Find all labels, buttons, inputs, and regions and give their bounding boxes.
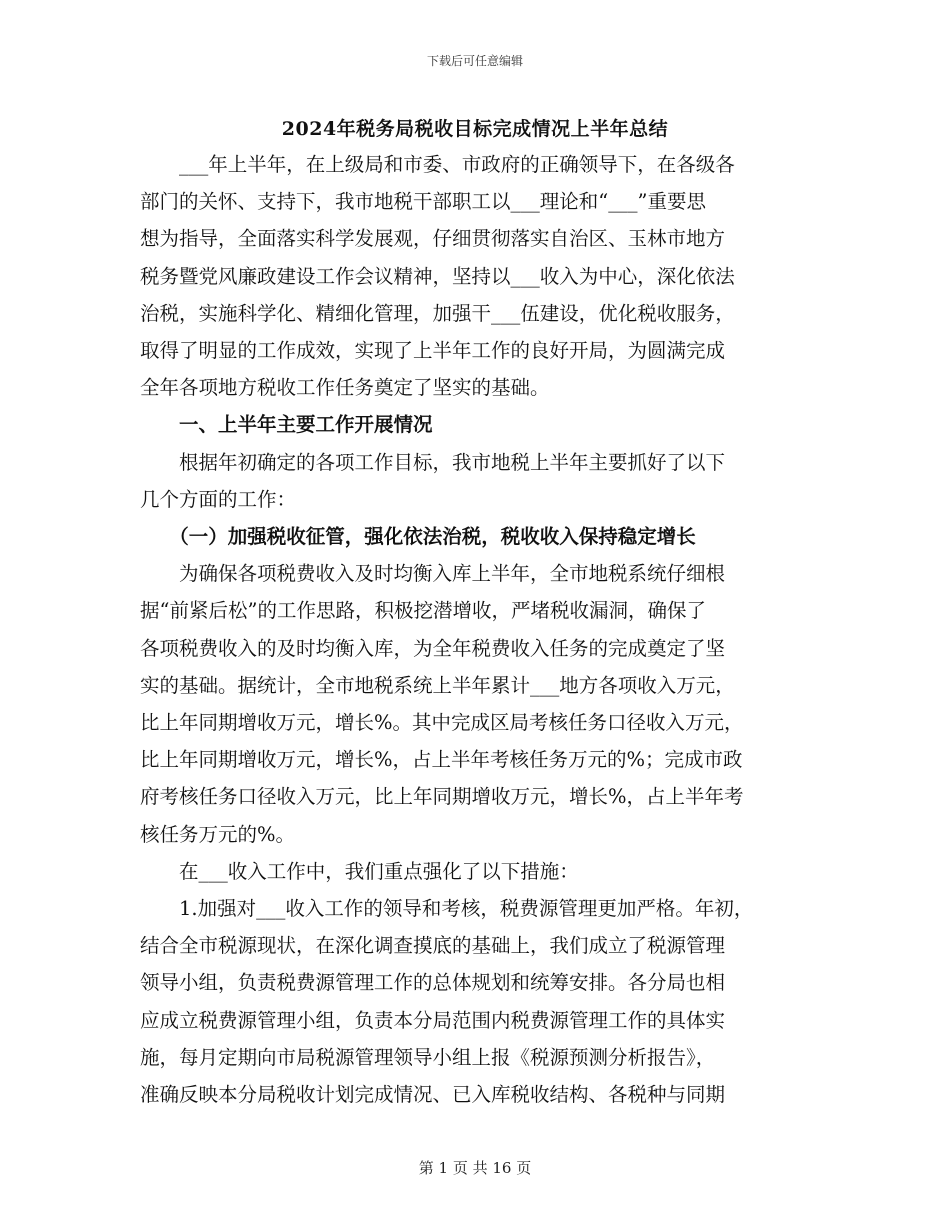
subsection-heading: （一）加强税收征管，强化依法治税，税收收入保持稳定增长 xyxy=(140,525,696,549)
paragraph-line: 取得了明显的工作成效，实现了上半年工作的良好开局，为圆满完成 xyxy=(140,339,726,363)
paragraph-line: 比上年同期增收万元，增长%。其中完成区局考核任务口径收入万元， xyxy=(140,711,744,735)
paragraph-line: 治税，实施科学化、精细化管理，加强干___伍建设，优化税收服务， xyxy=(140,301,735,325)
paragraph-line: ___年上半年，在上级局和市委、市政府的正确领导下，在各级各 xyxy=(140,153,735,176)
document-title: 2024年税务局税收目标完成情况上半年总结 xyxy=(281,118,669,140)
paragraph-line: 想为指导，全面落实科学发展观，仔细贯彻落实自治区、玉林市地方 xyxy=(140,227,726,251)
paragraph-line: 府考核任务口径收入万元，比上年同期增收万元，增长%，占上半年考 xyxy=(140,785,744,809)
paragraph-line: 在___收入工作中，我们重点强化了以下措施： xyxy=(140,859,579,883)
paragraph-line: 施，每月定期向市局税源管理领导小组上报《税源预测分析报告》， xyxy=(140,1045,716,1069)
paragraph-line: 核任务万元的%。 xyxy=(140,822,296,846)
paragraph-line: 结合全市税源现状，在深化调查摸底的基础上，我们成立了税源管理 xyxy=(140,934,726,958)
paragraph-line: 准确反映本分局税收计划完成情况、已入库税收结构、各税种与同期 xyxy=(140,1083,726,1107)
paragraph-line: 1.加强对___收入工作的领导和考核，税费源管理更加严格。年初， xyxy=(140,897,754,921)
paragraph-line: 全年各项地方税收工作任务奠定了坚实的基础。 xyxy=(140,376,550,400)
section-heading: 一、上半年主要工作开展情况 xyxy=(140,413,433,437)
paragraph-line: 根据年初确定的各项工作目标，我市地税上半年主要抓好了以下 xyxy=(140,450,726,474)
paragraph-line: 比上年同期增收万元，增长%，占上半年考核任务万元的%；完成市政 xyxy=(140,748,743,772)
page-header-note: 下载后可任意编辑 xyxy=(426,54,523,68)
paragraph-line: 税务暨党风廉政建设工作会议精神，坚持以___收入为中心，深化依法 xyxy=(140,264,735,288)
page-number-footer: 第 1 页 共 16 页 xyxy=(418,1159,532,1177)
paragraph-line: 领导小组，负责税费源管理工作的总体规划和统筹安排。各分局也相 xyxy=(140,971,726,995)
paragraph-line: 为确保各项税费收入及时均衡入库上半年，全市地税系统仔细根 xyxy=(140,562,726,586)
paragraph-line: 部门的关怀、支持下，我市地税干部职工以___理论和“___”重要思 xyxy=(140,190,706,214)
paragraph-line: 各项税费收入的及时均衡入库，为全年税费收入任务的完成奠定了坚 xyxy=(140,636,726,660)
paragraph-line: 据“前紧后松”的工作思路，积极挖潜增收，严堵税收漏洞，确保了 xyxy=(140,599,706,623)
paragraph-line: 几个方面的工作： xyxy=(140,487,297,511)
document-body xyxy=(140,146,820,1113)
paragraph-line: 应成立税费源管理小组，负责本分局范围内税费源管理工作的具体实 xyxy=(140,1008,726,1032)
paragraph-line: 实的基础。据统计，全市地税系统上半年累计___地方各项收入万元， xyxy=(140,673,735,697)
